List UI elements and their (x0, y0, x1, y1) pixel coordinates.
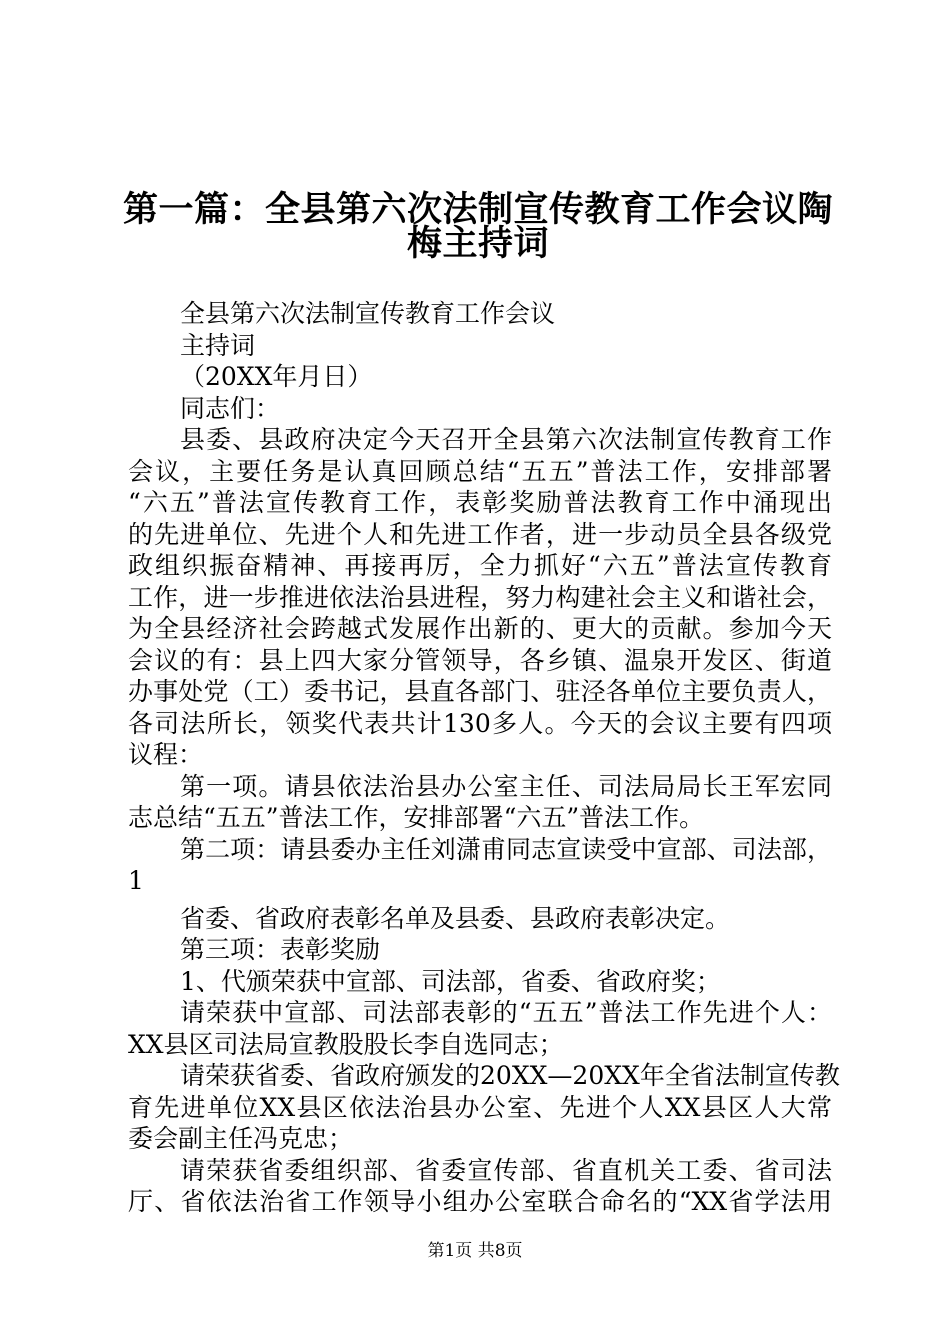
body-text-line: 厅、省依法治省工作领导小组办公室联合命名的“XX省学法用 (128, 1187, 832, 1216)
page-footer: 第1页 共8页 (427, 1241, 523, 1261)
body-text-line: 第二项：请县委办主任刘潇甫同志宣读受中宣部、司法部， (180, 834, 832, 864)
body-text-line: “六五”普法宣传教育工作，表彰奖励普法教育工作中涌现出 (128, 488, 832, 517)
body-text-line: 1、代颁荣获中宣部、司法部，省委、省政府奖； (180, 966, 721, 996)
body-text-line: 议程： (128, 740, 204, 769)
body-text-line: 第一项。请县依法治县办公室主任、司法局局长王军宏同 (180, 771, 832, 801)
body-text-line: 为全县经济社会跨越式发展作出新的、更大的贡献。参加今天 (128, 614, 832, 643)
body-text-line: 1 (128, 866, 144, 895)
body-text-line: 会议的有：县上四大家分管领导，各乡镇、温泉开发区、街道 (128, 645, 832, 675)
body-text-line: 请荣获省委、省政府颁发的20XX—20XX年全省法制宣传教 (180, 1061, 840, 1090)
body-text-line: 请荣获中宣部、司法部表彰的“五五”普法工作先进个人： (180, 998, 832, 1027)
body-text-line: 请荣获省委组织部、省委宣传部、省直机关工委、省司法 (180, 1155, 832, 1185)
body-text-line: 第三项：表彰奖励 (180, 935, 381, 964)
body-text-line: 育先进单位XX县区依法治县办公室、先进个人XX县区人大常 (128, 1092, 832, 1122)
body-text-line: 工作，进一步推进依法治县进程，努力构建社会主义和谐社会， (128, 582, 832, 612)
body-text-line: 同志们： (180, 393, 281, 423)
body-text-line: （20XX年月日） (180, 362, 373, 391)
document-title-line-1: 第一篇：全县第六次法制宣传教育工作会议陶 (122, 189, 833, 230)
body-text-line: 各司法所长，领奖代表共计130多人。今天的会议主要有四项 (128, 708, 832, 738)
body-text-line: 办事处党（工）委书记，县直各部门、驻泾各单位主要负责人， (128, 677, 832, 706)
body-text-line: 的先进单位、先进个人和先进工作者，进一步动员全县各级党 (128, 519, 832, 549)
body-text-line: 全县第六次法制宣传教育工作会议 (180, 299, 556, 328)
body-text-line: 县委、县政府决定今天召开全县第六次法制宣传教育工作 (180, 425, 832, 454)
body-text-line: 志总结“五五”普法工作，安排部署“六五”普法工作。 (128, 803, 705, 832)
body-text-line: 委会副主任冯克忠； (128, 1124, 354, 1153)
body-text-line: 政组织振奋精神、再接再厉，全力抓好“六五”普法宣传教育 (128, 551, 832, 580)
document-body (128, 298, 840, 1218)
body-text-line: 主持词 (180, 330, 256, 360)
document-title-line-2: 梅主持词 (406, 223, 549, 264)
body-text-line: 会议，主要任务是认真回顾总结“五五”普法工作，安排部署 (128, 456, 832, 486)
body-text-line: XX县区司法局宣教股股长李自选同志； (128, 1029, 564, 1059)
body-text-line: 省委、省政府表彰名单及县委、县政府表彰决定。 (180, 903, 731, 933)
